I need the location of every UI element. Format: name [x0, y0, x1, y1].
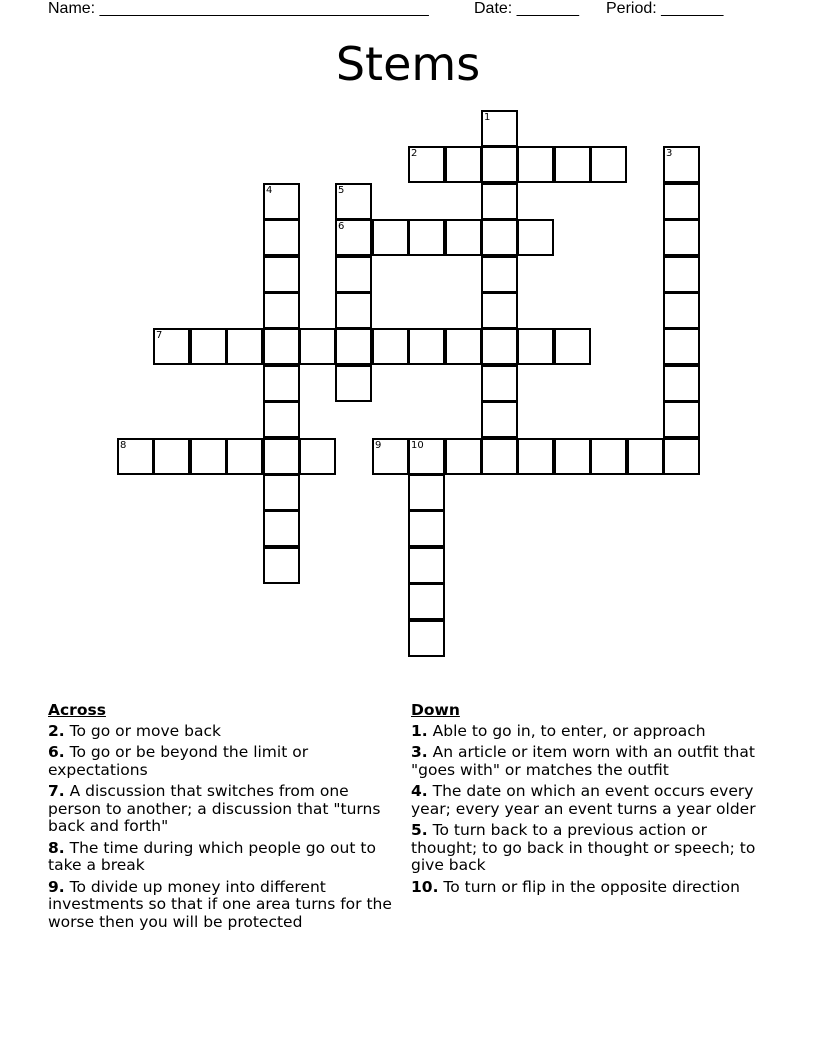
grid-cell[interactable] [408, 510, 445, 547]
period-field[interactable]: Period: _______ [606, 0, 724, 17]
clue-number: 5 [338, 185, 345, 196]
grid-cell[interactable] [408, 547, 445, 584]
grid-cell[interactable] [263, 438, 300, 475]
grid-cell[interactable] [590, 146, 627, 183]
across-clue [48, 744, 394, 779]
grid-cell[interactable] [627, 438, 664, 475]
clue-number: 10 [411, 440, 424, 451]
clue-number: 4 [266, 185, 273, 196]
grid-cell[interactable] [263, 365, 300, 402]
grid-cell[interactable] [335, 292, 372, 329]
grid-cell[interactable] [445, 438, 482, 475]
grid-cell[interactable] [663, 328, 700, 365]
grid-cell[interactable] [445, 219, 482, 256]
grid-cell[interactable] [263, 401, 300, 438]
grid-cell[interactable] [408, 219, 445, 256]
grid-cell[interactable] [481, 183, 518, 220]
clue-number: 8. [48, 838, 65, 857]
grid-cell[interactable] [554, 328, 591, 365]
down-clue-list [411, 723, 761, 897]
grid-cell[interactable] [445, 328, 482, 365]
grid-cell[interactable] [517, 146, 554, 183]
grid-cell[interactable] [335, 256, 372, 293]
across-clue [48, 723, 394, 741]
clue-number: 1 [484, 112, 491, 123]
grid-cell[interactable] [663, 365, 700, 402]
grid-cell[interactable] [408, 583, 445, 620]
clue-number: 4. [411, 782, 428, 800]
grid-cell[interactable] [445, 146, 482, 183]
down-clues [411, 702, 761, 900]
down-clue [411, 822, 761, 875]
grid-cell[interactable] [226, 328, 263, 365]
grid-cell[interactable] [263, 547, 300, 584]
grid-cell[interactable] [517, 219, 554, 256]
grid-cell[interactable] [263, 328, 300, 365]
grid-cell[interactable] [117, 438, 154, 475]
grid-cell[interactable] [299, 438, 336, 475]
grid-cell[interactable] [663, 438, 700, 475]
clue-number: 9. [48, 877, 65, 896]
clue-text: To go or be beyond the limit or expectations [48, 743, 309, 779]
grid-cell[interactable] [481, 292, 518, 329]
grid-cell[interactable] [481, 110, 518, 147]
grid-cell[interactable] [153, 438, 190, 475]
grid-cell[interactable] [263, 292, 300, 329]
grid-cell[interactable] [554, 438, 591, 475]
clue-number: 7. [48, 782, 65, 800]
grid-cell[interactable] [663, 292, 700, 329]
clue-number: 5. [411, 821, 428, 839]
clue-text: To divide up money into different investments so that if one area turns for the worse then you will be protected [48, 877, 392, 931]
grid-cell[interactable] [481, 438, 518, 475]
clue-number: 8 [120, 440, 127, 451]
grid-cell[interactable] [481, 219, 518, 256]
clue-number: 2 [411, 148, 418, 159]
puzzle-title: Stems [335, 37, 481, 91]
clue-text: To turn back to a previous action or thought; to go back in thought or speech; to give back [411, 821, 756, 874]
clue-text: The date on which an event occurs every year; every year an event turns a year older [411, 782, 756, 818]
grid-cell[interactable] [481, 328, 518, 365]
grid-cell[interactable] [554, 146, 591, 183]
grid-cell[interactable] [663, 256, 700, 293]
grid-cell[interactable] [663, 183, 700, 220]
down-heading: Down [411, 701, 460, 719]
clue-number: 10. [411, 877, 439, 896]
down-clue [411, 879, 761, 897]
clue-number: 3 [666, 148, 673, 159]
grid-cell[interactable] [663, 401, 700, 438]
down-clue [411, 783, 761, 818]
grid-cell[interactable] [663, 219, 700, 256]
grid-cell[interactable] [335, 183, 372, 220]
grid-cell[interactable] [372, 219, 409, 256]
clue-number: 6 [338, 221, 345, 232]
grid-cell[interactable] [408, 474, 445, 511]
clue-text: To turn or flip in the opposite direction [443, 877, 740, 896]
grid-cell[interactable] [263, 474, 300, 511]
clue-number: 7 [156, 330, 163, 341]
across-clue [48, 840, 394, 875]
grid-cell[interactable] [190, 328, 227, 365]
grid-cell[interactable] [335, 328, 372, 365]
across-clue [48, 879, 394, 932]
grid-cell[interactable] [190, 438, 227, 475]
grid-cell[interactable] [663, 146, 700, 183]
grid-cell[interactable] [335, 219, 372, 256]
clue-number: 6. [48, 743, 65, 761]
grid-cell[interactable] [481, 146, 518, 183]
grid-cell[interactable] [226, 438, 263, 475]
clue-text: Able to go in, to enter, or approach [432, 721, 706, 740]
grid-cell[interactable] [408, 620, 445, 657]
clue-number: 1. [411, 721, 428, 740]
grid-cell[interactable] [372, 438, 409, 475]
grid-cell[interactable] [299, 328, 336, 365]
grid-cell[interactable] [590, 438, 627, 475]
name-field[interactable]: Name: _____________________________________ [48, 0, 429, 17]
grid-cell[interactable] [408, 328, 445, 365]
grid-cell[interactable] [372, 328, 409, 365]
grid-cell[interactable] [263, 510, 300, 547]
clue-text: A discussion that switches from one person to another; a discussion that "turns back and forth" [48, 782, 381, 835]
clue-text: The time during which people go out to take a break [48, 838, 376, 874]
grid-cell[interactable] [481, 401, 518, 438]
across-clue-list [48, 723, 394, 932]
grid-cell[interactable] [408, 438, 445, 475]
grid-cell[interactable] [263, 183, 300, 220]
down-clue [411, 723, 761, 741]
clue-number: 3. [411, 743, 428, 761]
clue-number: 2. [48, 721, 65, 740]
down-clue [411, 744, 761, 779]
clue-text: To go or move back [69, 721, 221, 740]
grid-cell[interactable] [517, 438, 554, 475]
grid-cell[interactable] [335, 365, 372, 402]
grid-cell[interactable] [153, 328, 190, 365]
grid-cell[interactable] [481, 365, 518, 402]
grid-cell[interactable] [517, 328, 554, 365]
grid-cell[interactable] [263, 219, 300, 256]
across-clues [48, 702, 394, 935]
across-clue [48, 783, 394, 836]
grid-cell[interactable] [408, 146, 445, 183]
grid-cell[interactable] [481, 256, 518, 293]
date-field[interactable]: Date: _______ [474, 0, 579, 17]
across-heading: Across [48, 701, 106, 719]
clue-text: An article or item worn with an outfit that "goes with" or matches the outfit [411, 743, 755, 779]
clue-number: 9 [375, 440, 382, 451]
grid-cell[interactable] [263, 256, 300, 293]
